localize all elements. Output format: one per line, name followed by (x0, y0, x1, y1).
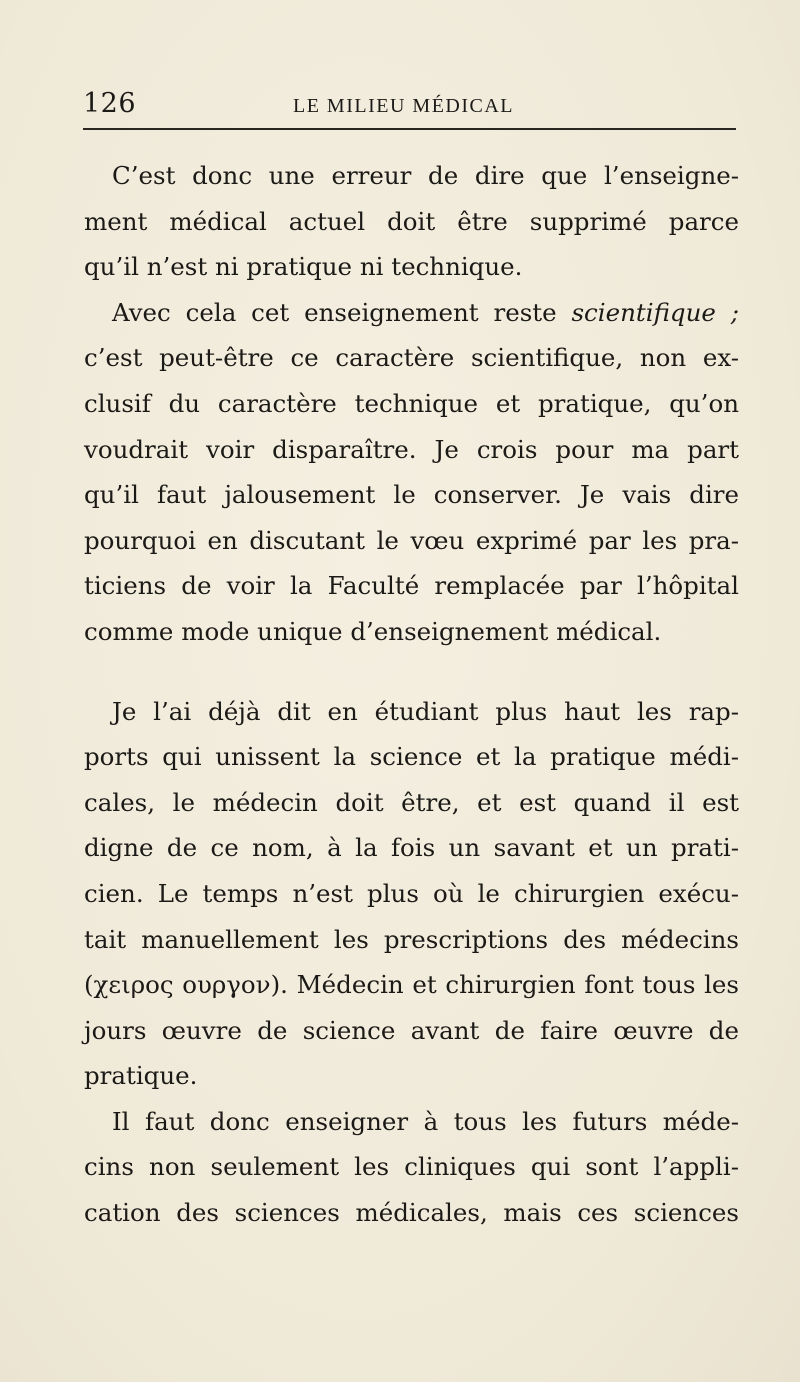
text-line: pratique. (84, 1061, 198, 1091)
body-text (84, 153, 739, 1236)
running-title: LE MILIEU MÉDICAL (293, 95, 515, 117)
text-line: tait manuellement les prescriptions des médecins (84, 924, 739, 954)
emphasis-text: scientifique ; (571, 297, 740, 327)
text-line: C’est donc une erreur de dire que l’enseigne- (112, 161, 739, 190)
paragraph-4 (84, 1099, 739, 1236)
paragraph-1 (84, 153, 739, 290)
text-line: cation des sciences médicales, mais ces sciences (84, 1198, 739, 1228)
text-line: clusif du caractère technique et pratique, qu’on (84, 388, 739, 418)
text-line: pourquoi en discutant le vœu exprimé par les pra- (84, 525, 739, 555)
text-line: voudrait voir disparaître. Je crois pour ma part (84, 434, 739, 464)
text-line: cien. Le temps n’est plus où le chirurgien exécu- (84, 878, 739, 908)
text-line: jours œuvre de science avant de faire œuvre de (84, 1015, 739, 1045)
text-line: qu’il faut jalousement le conserver. Je vais dire (84, 480, 739, 510)
text-line: digne de ce nom, à la fois un savant et un prati- (84, 833, 739, 863)
text-line: Il faut donc enseigner à tous les futurs méde- (112, 1106, 739, 1136)
paragraph-gap (84, 655, 739, 689)
paragraph-3 (84, 689, 739, 1099)
text-line: qu’il n’est ni pratique ni technique. (84, 252, 523, 282)
text-line: ment médical actuel doit être supprimé parce (84, 206, 739, 236)
text-line: (χειρος ουργον). Médecin et chirurgien font tous les (84, 970, 739, 1000)
text-line: comme mode unique d’enseignement médical. (84, 616, 662, 646)
text-line (84, 290, 739, 336)
text-segment: Avec cela cet enseignement reste (112, 297, 572, 327)
text-line: cins non seulement les cliniques qui sont l’appli- (84, 1152, 739, 1182)
text-line: ports qui unissent la science et la pratique médi- (84, 742, 739, 772)
text-line: Je l’ai déjà dit en étudiant plus haut les rap- (112, 696, 739, 726)
text-line: cales, le médecin doit être, et est quand il est (84, 787, 739, 817)
page-header (83, 84, 736, 124)
paragraph-2 (84, 290, 739, 655)
header-rule (83, 128, 736, 130)
text-line: ticiens de voir la Faculté remplacée par l’hôpital (84, 571, 739, 601)
page-number: 126 (83, 88, 137, 119)
text-line: c’est peut-être ce caractère scientifique, non ex- (84, 343, 739, 373)
